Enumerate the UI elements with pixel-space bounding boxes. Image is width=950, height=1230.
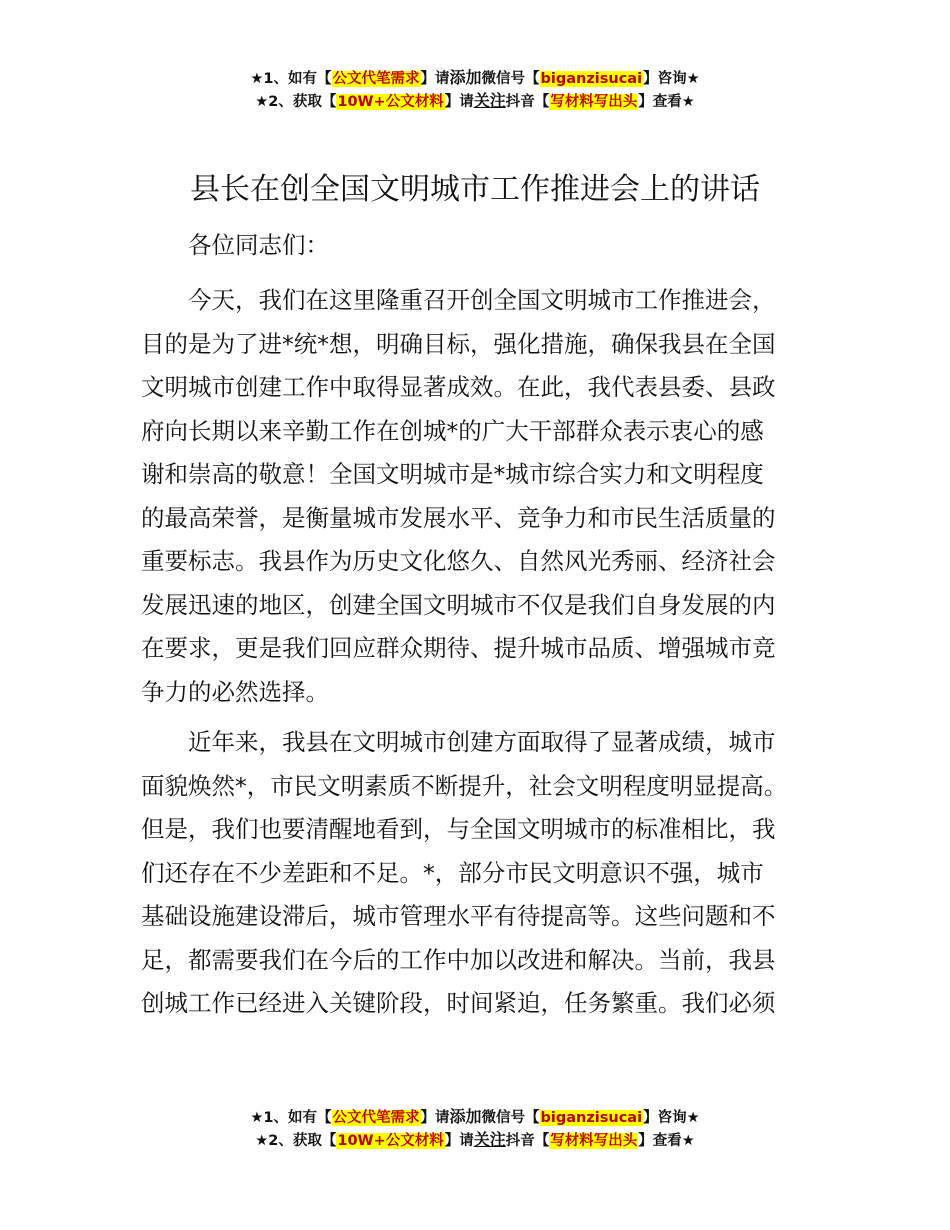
footer-banner — [0, 1106, 950, 1152]
text-line: 们还存在不少差距和不足。*，部分市民文明意识不强，城市 — [141, 858, 764, 887]
banner-highlight: 公文代笔需求 — [332, 1110, 420, 1126]
banner-text: ★2、获取【 — [255, 1133, 337, 1149]
banner-text: 抖音【 — [505, 1133, 550, 1149]
banner-highlight: 10W+公文材料 — [337, 94, 444, 110]
banner-emphasis: 关注 — [473, 91, 506, 110]
banner-text: 】咨询★ — [643, 71, 700, 87]
banner-emphasis: 关注 — [473, 1130, 506, 1149]
banner-line-1 — [0, 1106, 950, 1129]
banner-text: 】查看★ — [638, 94, 695, 110]
banner-text: 】请 — [444, 94, 474, 110]
banner-text: 】查看★ — [638, 1133, 695, 1149]
banner-text: 微信号【 — [481, 1110, 540, 1126]
banner-highlight: biganzisucai — [540, 71, 643, 87]
text-line: 面貌焕然*，市民文明素质不断提升，社会文明程度明显提高。 — [141, 771, 788, 800]
banner-text: ★1、如有【 — [250, 71, 332, 87]
banner-text: 】请 — [420, 1110, 450, 1126]
text-line: 今天，我们在这里隆重召开创全国文明城市工作推进会， — [141, 286, 776, 314]
text-line: 的最高荣誉，是衡量城市发展水平、竞争力和市民生活质量的 — [141, 503, 776, 532]
banner-line-2 — [0, 1129, 950, 1152]
banner-text: 微信号【 — [481, 71, 540, 87]
text-line: 重要标志。我县作为历史文化悠久、自然风光秀丽、经济社会 — [141, 547, 776, 575]
banner-highlight: 写材料写出头 — [550, 1133, 638, 1149]
text-line: 文明城市创建工作中取得显著成效。在此，我代表县委、县政 — [141, 373, 776, 401]
banner-line-2 — [0, 90, 950, 113]
banner-text: ★1、如有【 — [250, 1110, 332, 1126]
text-line: 近年来，我县在文明城市创建方面取得了显著成绩，城市 — [141, 728, 776, 756]
banner-text: ★2、获取【 — [255, 94, 337, 110]
banner-highlight: 10W+公文材料 — [337, 1133, 444, 1149]
text-line: 争力的必然选择。 — [141, 677, 329, 706]
banner-text: 】咨询★ — [643, 1110, 700, 1126]
greeting — [141, 224, 813, 268]
text-line: 在要求，更是我们回应群众期待、提升城市品质、增强城市竞 — [141, 634, 776, 662]
text-line: 创城工作已经进入关键阶段，时间紧迫，任务繁重。我们必须 — [141, 989, 776, 1017]
banner-text: 】请 — [420, 71, 450, 87]
banner-emphasis: 添加 — [449, 1107, 482, 1126]
text-line: 足，都需要我们在今后的工作中加以改进和解决。当前，我县 — [141, 945, 776, 974]
text-line: 目的是为了进*统*想，明确目标，强化措施，确保我县在全国 — [141, 329, 776, 358]
paragraph-2 — [141, 721, 813, 1026]
header-banner — [0, 67, 950, 113]
paragraph-1 — [141, 279, 813, 714]
text-line: 基础设施建设滞后，城市管理水平有待提高等。这些问题和不 — [141, 902, 776, 930]
text-line: 府向长期以来辛勤工作在创城*的广大干部群众表示衷心的感 — [141, 416, 764, 445]
banner-text: 抖音【 — [505, 94, 550, 110]
document-title: 县长在创全国文明城市工作推进会上的讲话 — [190, 172, 760, 207]
text-line: 发展迅速的地区，创建全国文明城市不仅是我们自身发展的内 — [141, 590, 776, 619]
banner-highlight: biganzisucai — [540, 1110, 643, 1126]
greeting-text: 各位同志们： — [188, 231, 329, 259]
text-line: 但是，我们也要清醒地看到，与全国文明城市的标准相比，我 — [141, 815, 776, 843]
banner-line-1 — [0, 67, 950, 90]
banner-highlight: 公文代笔需求 — [332, 71, 420, 87]
banner-highlight: 写材料写出头 — [550, 94, 638, 110]
banner-text: 】请 — [444, 1133, 474, 1149]
text-line: 谢和崇高的敬意！全国文明城市是*城市综合实力和文明程度 — [141, 460, 764, 488]
banner-emphasis: 添加 — [449, 68, 482, 87]
